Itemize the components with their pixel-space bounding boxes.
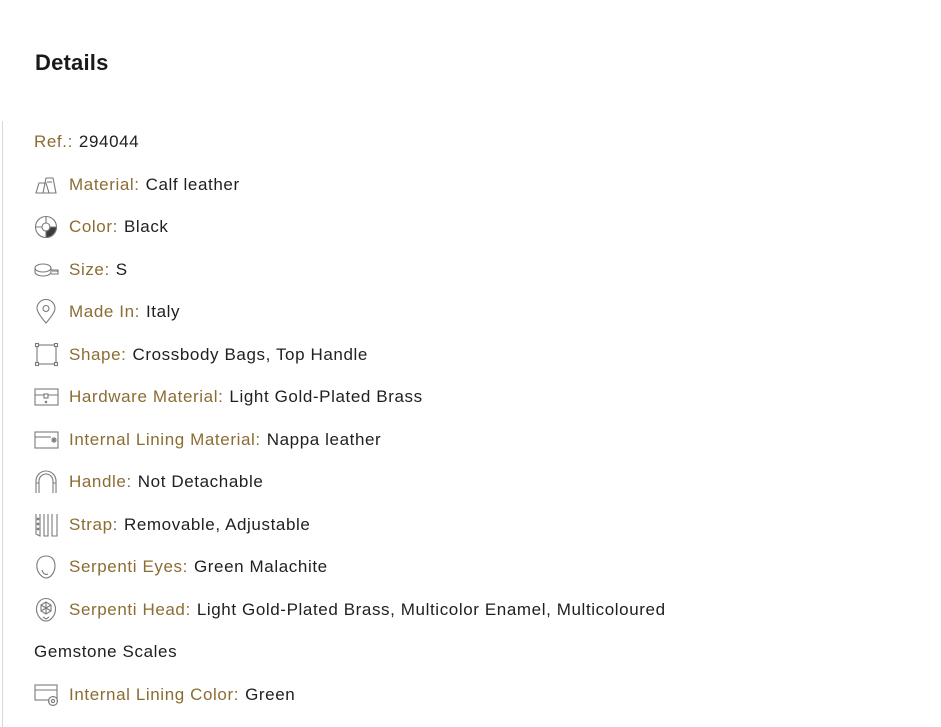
spec-internal-lining-color-value: Green [245,685,296,704]
strap-icon [34,513,60,537]
spec-shape [34,343,368,367]
details-title: Details [35,50,109,75]
spec-color-label: Color: [69,217,118,236]
spec-made-in [34,300,180,324]
leather-icon [34,173,60,197]
spec-serpenti-head-label: Serpenti Head: [69,600,191,619]
spec-shape-label: Shape: [69,345,127,364]
serpent-head-icon [34,598,60,622]
shape-frame-icon [34,343,60,367]
spec-hardware-material-value: Light Gold-Plated Brass [229,387,423,406]
spec-strap [34,513,310,537]
lining-color-icon [34,683,60,707]
spec-made-in-value: Italy [145,302,181,321]
handle-icon [34,470,60,494]
spec-hardware-material-label: Hardware Material: [69,387,224,406]
spec-serpenti-eyes [34,555,328,579]
spec-size-value: S [115,260,128,279]
spec-serpenti-eyes-value: Green Malachite [193,557,328,576]
spec-handle [34,470,263,494]
spec-material [34,173,240,197]
spec-ref-value: 294044 [78,132,140,151]
spec-made-in-label: Made In: [69,302,140,321]
spec-size [34,258,128,282]
spec-ref-label: Ref.: [34,132,73,151]
spec-internal-lining-color-label: Internal Lining Color: [69,685,240,704]
lining-bag-icon [34,428,60,452]
spec-serpenti-head [34,598,666,622]
spec-internal-lining-material-value: Nappa leather [266,430,382,449]
spec-internal-lining-material [34,428,381,452]
spec-strap-value: Removable, Adjustable [123,515,311,534]
spec-handle-value: Not Detachable [137,472,264,491]
spec-ref [34,130,139,154]
spec-size-label: Size: [69,260,110,279]
color-palette-icon [34,215,60,239]
spec-color-value: Black [123,217,169,236]
spec-internal-lining-material-label: Internal Lining Material: [69,430,261,449]
spec-hardware-material [34,385,423,409]
spec-serpenti-head-value: Light Gold-Plated Brass, Multicolor Enamel, Multicoloured [196,600,666,619]
spec-internal-lining-color [34,683,295,707]
spec-material-value: Calf leather [145,175,240,194]
location-pin-icon [34,300,60,324]
spec-strap-label: Strap: [69,515,118,534]
hardware-bag-icon [34,385,60,409]
spec-shape-value: Crossbody Bags, Top Handle [132,345,368,364]
spec-material-label: Material: [69,175,140,194]
spec-serpenti-eyes-label: Serpenti Eyes: [69,557,188,576]
spec-serpenti-head-value-continued: Gemstone Scales [34,642,178,661]
measuring-tape-icon [34,258,60,282]
spec-color [34,215,169,239]
serpent-eye-icon [34,555,60,579]
section-divider [2,121,3,727]
spec-handle-label: Handle: [69,472,132,491]
